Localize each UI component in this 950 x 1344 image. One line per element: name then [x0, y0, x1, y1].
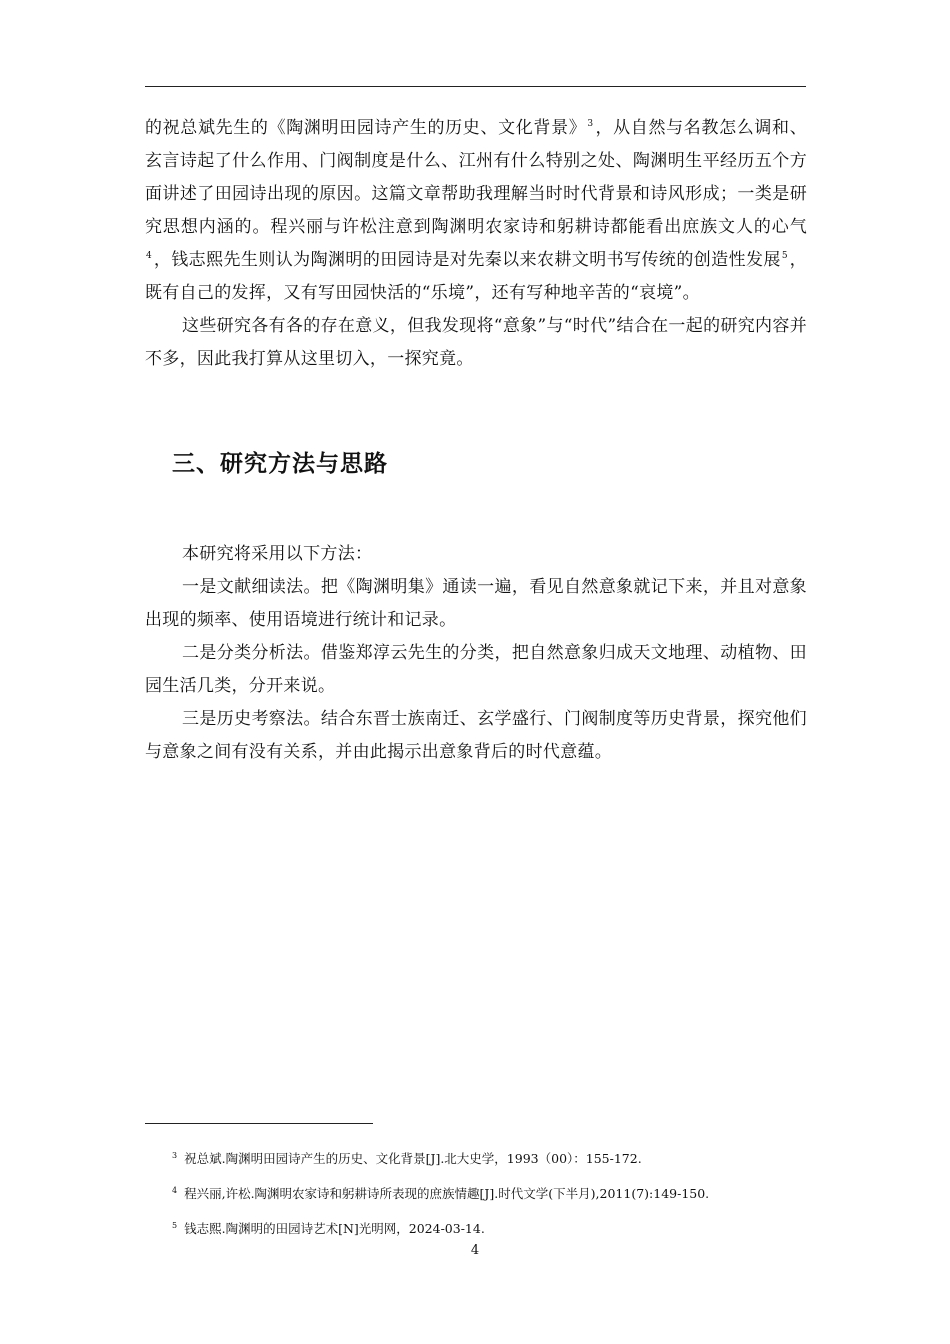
page-number: 4 [470, 1243, 480, 1258]
methods-intro: 本研究将采用以下方法： [182, 544, 373, 564]
footnote-item [172, 1140, 792, 1175]
method-item: 二是分类分析法。借鉴郑淳云先生的分类，把自然意象归成天文地理、动植物、田园生活几类，分开来说。 [145, 643, 807, 696]
method-item: 三是历史考察法。结合东晋士族南迁、玄学盛行、门阀制度等历史背景，探究他们与意象之间有没有关系，并由此揭示出意象背后的时代意蕴。 [145, 709, 807, 762]
footnote-separator [145, 1123, 373, 1124]
footnote-text: 钱志熙.陶渊明的田园诗艺术[N]光明网，2024-03-14. [184, 1221, 485, 1236]
methods-section [145, 538, 807, 769]
paragraph-literature-review [145, 112, 807, 310]
body-text [145, 112, 807, 376]
footnote-item [172, 1175, 792, 1210]
text-run: 的祝总斌先生的《陶渊明田园诗产生的历史、文化背景》 [145, 118, 587, 138]
footnote-number: 3 [172, 1151, 178, 1160]
paragraph-research-gap: 这些研究各有各的存在意义，但我发现将“意象”与“时代”结合在一起的研究内容并不多，因此我打算从这里切入，一探究竟。 [145, 316, 807, 369]
text-run: ，钱志熙先生则认为陶渊明的田园诗是对先秦以来农耕文明书写传统的创造性发展 [153, 250, 781, 270]
text-run: ，既有自己的发挥，又有写田园快活的“乐境”，还有写种地辛苦的“哀境”。 [145, 250, 807, 303]
header-rule [145, 86, 806, 87]
footnote-text: 祝总斌.陶渊明田园诗产生的历史、文化背景[J].北大史学，1993（00）：155-172. [184, 1151, 642, 1166]
footnote-number: 4 [172, 1186, 178, 1195]
footnote-number: 5 [172, 1221, 178, 1230]
text-run: ，从自然与名教怎么调和、玄言诗起了什么作用、门阀制度是什么、江州有什么特别之处、陶渊明生平经历五个方面讲述了田园诗出现的原因。这篇文章帮助我理解当时时代背景和诗风形成；一类是研究思想内涵的。程兴丽与许松注意到陶渊明农家诗和躬耕诗都能看出庶族文人的心气 [145, 118, 807, 237]
footnotes [172, 1140, 792, 1245]
footnote-ref-3[interactable]: 3 [587, 119, 594, 129]
footnote-ref-4[interactable]: 4 [146, 251, 152, 261]
footnote-text: 程兴丽,许松.陶渊明农家诗和躬耕诗所表现的庶族情趣[J].时代文学(下半月),2011(7):149-150. [184, 1186, 710, 1201]
method-item: 一是文献细读法。把《陶渊明集》通读一遍，看见自然意象就记下来，并且对意象出现的频率、使用语境进行统计和记录。 [145, 577, 807, 630]
section-heading: 三、研究方法与思路 [172, 451, 388, 477]
footnote-item [172, 1210, 792, 1245]
footnote-ref-5[interactable]: 5 [781, 251, 788, 261]
